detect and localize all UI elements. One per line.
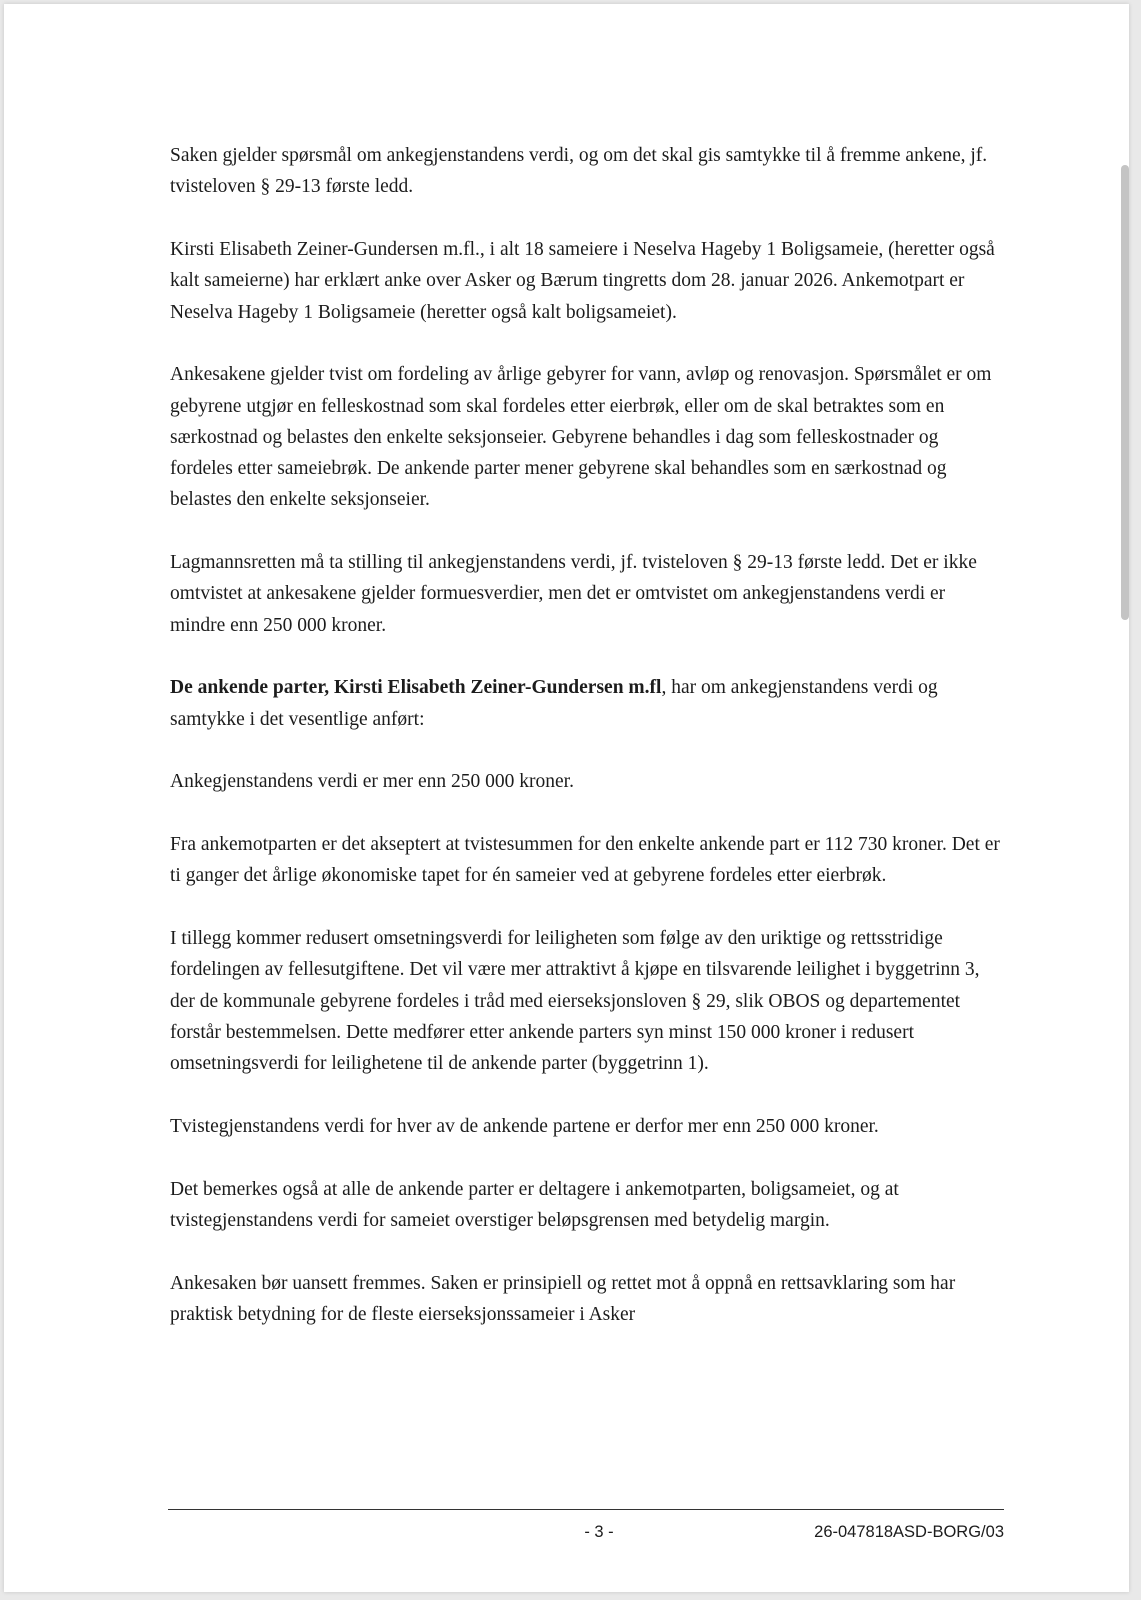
footer-page-number: - 3 -: [584, 1523, 614, 1541]
footer-case-reference: 26-047818ASD-BORG/03: [814, 1523, 1004, 1541]
paragraph-argument-dispute-sum: Fra ankemotparten er det akseptert at tvistesummen for den enkelte ankende part er 112 730 kroner. Det er ti ganger det årlige økonomiske tapet for én sameier ved at gebyrene fordeles etter eierbrøk.: [170, 834, 1000, 887]
paragraph-argument-participants: Det bemerkes også at alle de ankende parter er deltagere i ankemotparten, boligsameiet, og at tvistegjenstandens verdi for sameiet overstiger beløpsgrensen med betydelig margin.: [170, 1178, 899, 1231]
paragraph-argument-market-value: I tillegg kommer redusert omsetningsverdi for leiligheten som følge av den uriktige og rettsstridige fordelingen av fellesutgiftene. Det vil være mer attraktivt å kjøpe en tilsvarende leilighet i byggetrinn 3, der de kommunale gebyrene fordeles i tråd med eierseksjonsloven § 29, slik OBOS og departementet forstår bestemmelsen. Dette medfører etter ankende parters syn minst 150 000 kroner i redusert omsetningsverdi for leilighetene til de ankende parter (byggetrinn 1).: [170, 928, 980, 1075]
document-page: [4, 4, 1129, 1592]
footer-divider: [168, 1509, 1004, 1510]
paragraph-argument-principle: Ankesaken bør uansett fremmes. Saken er prinsipiell og rettet mot å oppnå en rettsavklaring som har praktisk betydning for de fleste eierseksjonssameier i Asker: [170, 1272, 956, 1325]
paragraph-dispute-summary: Ankesakene gjelder tvist om fordeling av årlige gebyrer for vann, avløp og renovasjon. Spørsmålet er om gebyrene utgjør en felleskostnad som skal fordeles etter eierbrøk, eller om de skal betraktes som en særkostnad og belastes den enkelte seksjonseier. Gebyrene behandles i dag som felleskostnader og fordeles etter sameiebrøk. De ankende parter mener gebyrene skal behandles som en særkostnad og belastes den enkelte seksjonseier.: [170, 364, 992, 511]
paragraph-case-subject: Saken gjelder spørsmål om ankegjenstandens verdi, og om det skal gis samtykke til å fremme ankene, jf. tvisteloven § 29-13 første ledd.: [170, 145, 988, 198]
party-heading-bold: De ankende parter, Kirsti Elisabeth Zeiner-Gundersen m.fl: [170, 677, 662, 699]
paragraph-argument-value: Ankegjenstandens verdi er mer enn 250 000 kroner.: [170, 771, 574, 793]
document-body: [170, 140, 1000, 1330]
paragraph-argument-conclusion: Tvistegjenstandens verdi for hver av de ankende partene er derfor mer enn 250 000 kroner.: [170, 1115, 879, 1137]
party-heading-rest: , har om ankegjenstandens verdi og samtykke i det vesentlige anført:: [170, 677, 938, 730]
vertical-scrollbar[interactable]: [1121, 165, 1129, 620]
paragraph-court-assessment: Lagmannsretten må ta stilling til ankegjenstandens verdi, jf. tvisteloven § 29-13 første ledd. Det er ikke omtvistet at ankesakene gjelder formuesverdier, men det er omtvistet om ankegjenstandens verdi er mindre enn 250 000 kroner.: [170, 552, 977, 636]
paragraph-party-heading: [170, 672, 1000, 735]
paragraph-appeal-parties: Kirsti Elisabeth Zeiner-Gundersen m.fl., i alt 18 sameiere i Neselva Hageby 1 Boligsameie, (heretter også kalt sameierne) har erklært anke over Asker og Bærum tingretts dom 28. januar 2026. Ankemotpart er Neselva Hageby 1 Boligsameie (heretter også kalt boligsameiet).: [170, 238, 995, 323]
